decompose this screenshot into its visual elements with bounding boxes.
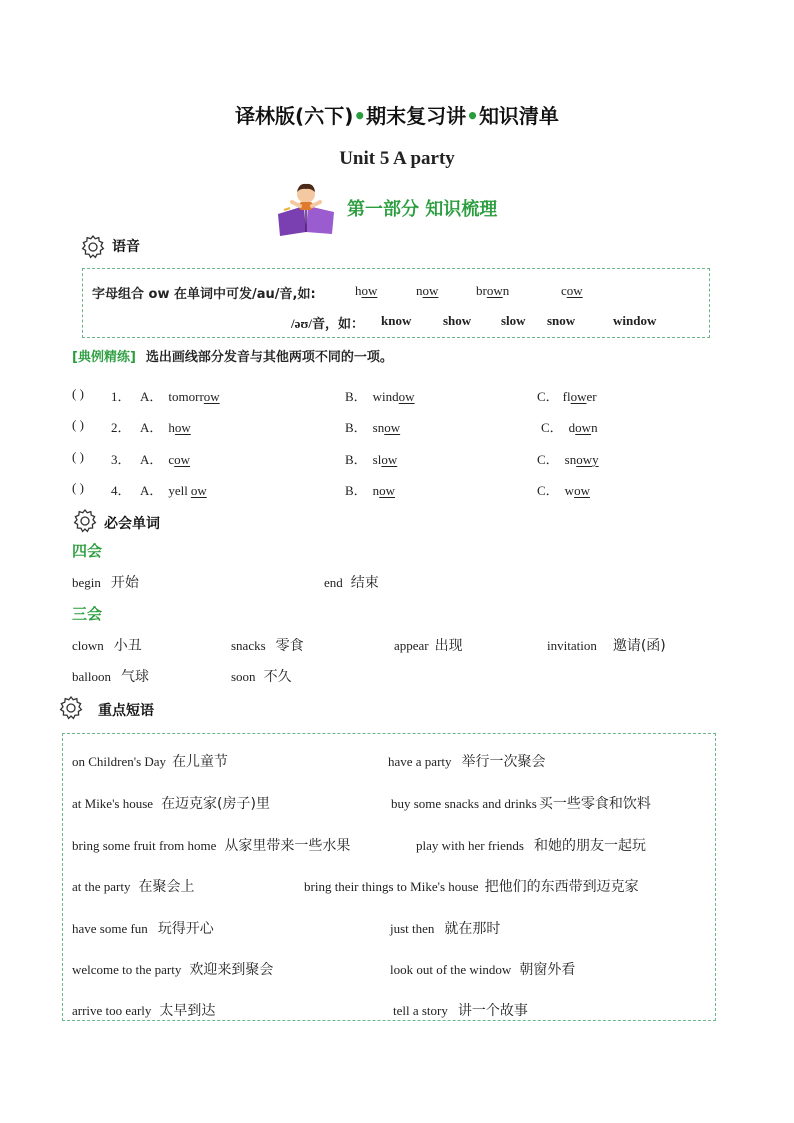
phrase-item: at the party 在聚会上 (72, 879, 195, 895)
vocab-item: begin 开始 (72, 575, 139, 591)
ou-word: slow (501, 313, 526, 328)
vocab-heading: 必会单词 (104, 516, 160, 532)
au-word: brown (476, 283, 510, 298)
option-c: C． down (541, 420, 598, 435)
phrase-item: bring some fruit from home 从家里带来一些水果 (72, 838, 351, 854)
option-b: B． slow (345, 452, 398, 467)
phrase-item: have a party 举行一次聚会 (388, 754, 546, 770)
phrase-item: play with her friends 和她的朋友一起玩 (416, 838, 646, 854)
part-title: 第一部分 知识梳理 (347, 199, 498, 220)
title-dot: • (466, 104, 479, 128)
page-title (0, 100, 794, 129)
phrase-item: buy some snacks and drinks 买一些零食和饮料 (391, 796, 651, 812)
vocab-item: clown 小丑 (72, 638, 142, 654)
option-b: B． window (345, 389, 415, 404)
phonics-line-au (92, 283, 316, 302)
option-a: A． tomorrow (140, 389, 220, 404)
exercise-heading (72, 346, 393, 366)
title-part-a: 译林版(六下) (235, 104, 354, 128)
title-dot: • (353, 104, 367, 128)
option-a: A． cow (140, 452, 191, 467)
title-part-b: 期末复习讲 (366, 104, 467, 128)
phrase-item: bring their things to Mike's house 把他们的东西带到迈克家 (304, 879, 639, 895)
reading-boy-illustration (272, 180, 340, 236)
option-b: B． snow (345, 420, 401, 435)
question-number: 3． (111, 452, 131, 467)
gear-icon (58, 695, 84, 721)
option-a: A． yell ow (140, 483, 207, 498)
vocab-item: invitation 邀请(函) (547, 638, 666, 654)
phonics-au-prefix: 字母组合 ow 在单词中可发/au/音,如: (92, 287, 316, 302)
ou-word: window (613, 313, 657, 328)
question-number: 1． (111, 389, 131, 404)
phrase-item: welcome to the party 欢迎来到聚会 (72, 962, 274, 978)
phrases-heading: 重点短语 (98, 703, 154, 719)
phrase-item: on Children's Day 在儿童节 (72, 754, 229, 770)
question-number: 4． (111, 483, 131, 498)
unit-title: Unit 5 A party (339, 148, 455, 169)
three-skill-label: 三会 (72, 605, 103, 623)
answer-blank[interactable]: ( ) (72, 386, 84, 401)
title-part-c: 知识清单 (478, 104, 559, 128)
au-word: how (355, 283, 378, 298)
option-c: C． flower (537, 389, 597, 404)
vocab-item: end 结束 (324, 575, 379, 591)
option-a: A． how (140, 420, 191, 435)
option-b: B． now (345, 483, 396, 498)
four-skill-label: 四会 (72, 542, 103, 560)
option-c: C． wow (537, 483, 590, 498)
answer-blank[interactable]: ( ) (72, 449, 84, 464)
phrase-item: look out of the window 朝窗外看 (390, 962, 576, 978)
phrase-item: at Mike's house 在迈克家(房子)里 (72, 796, 270, 812)
exercise-tag: [典例精练] (72, 350, 136, 365)
vocab-item: appear 出现 (394, 638, 463, 654)
question-number: 2． (111, 420, 131, 435)
phonics-ou-prefix: /əʊ/音，如： (291, 316, 365, 331)
phrase-item: just then 就在那时 (390, 921, 501, 937)
ou-word: know (381, 313, 412, 328)
phrase-item: tell a story 讲一个故事 (393, 1003, 528, 1019)
vocab-item: balloon 气球 (72, 669, 149, 685)
phrase-item: have some fun 玩得开心 (72, 921, 214, 937)
gear-icon (80, 234, 106, 260)
vocab-item: soon 不久 (231, 669, 292, 685)
gear-icon (72, 508, 98, 534)
ou-word: show (443, 313, 472, 328)
exercise-instruction: 选出画线部分发音与其他两项不同的一项。 (145, 350, 393, 365)
answer-blank[interactable]: ( ) (72, 417, 84, 432)
au-word: cow (561, 283, 583, 298)
phrase-item: arrive too early 太早到达 (72, 1003, 216, 1019)
phonics-heading: 语音 (112, 239, 140, 255)
vocab-item: snacks 零食 (231, 638, 304, 654)
ou-word: snow (547, 313, 576, 328)
option-c: C． snowy (537, 452, 599, 467)
au-word: now (416, 283, 439, 298)
answer-blank[interactable]: ( ) (72, 480, 84, 495)
